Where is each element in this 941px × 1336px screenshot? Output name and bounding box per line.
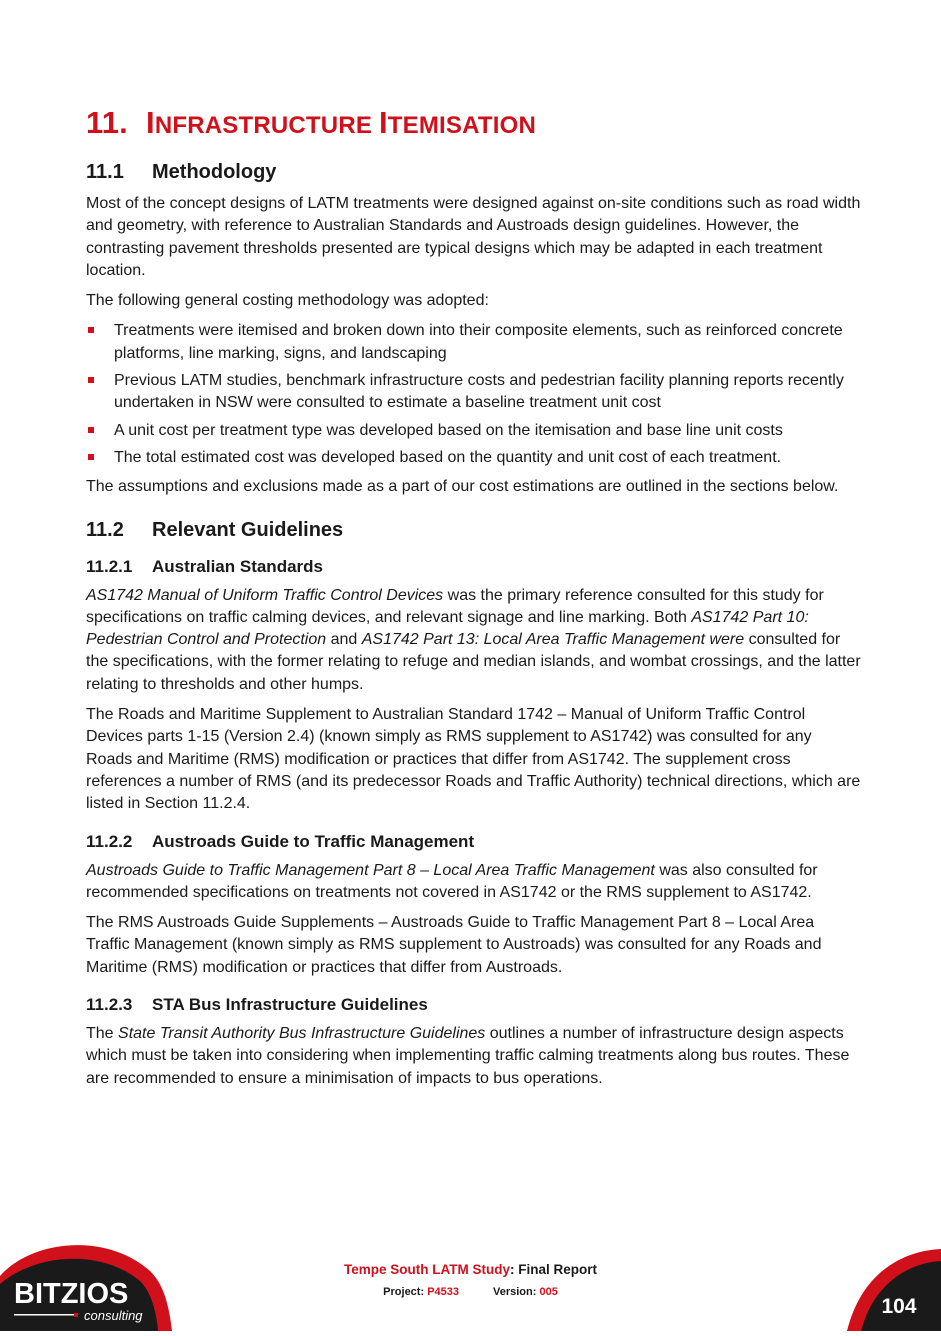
chapter-number: 11.	[86, 105, 128, 140]
bullet-list	[86, 320, 861, 469]
paragraph: Austroads Guide to Traffic Management Part 8 – Local Area Traffic Management was also consulted for recommended specifications on treatments not covered in AS1742 or the RMS supplement to AS1742.	[86, 861, 818, 901]
paragraph: The following general costing methodology was adopted:	[86, 292, 489, 310]
page-number-badge	[841, 1249, 941, 1331]
list-item: The total estimated cost was developed based on the quantity and unit cost of each treatment.	[86, 447, 861, 469]
chapter-heading: 11. INFRASTRUCTURE ITEMISATION	[86, 105, 536, 140]
bullet-icon	[88, 327, 94, 333]
paragraph: The Roads and Maritime Supplement to Australian Standard 1742 – Manual of Uniform Traffic Control Devices parts 1-15 (Version 2.4) (known simply as RMS supplement to AS1742) was consulted for any Roads and Maritime (RMS) modification or practices that differ from AS1742. The supplement cross references a number of RMS (and its predecessor Roads and Traffic Authority) technical directions, which are listed in Section 11.2.4.	[86, 706, 861, 813]
subsection-heading-sta-bus: 11.2.3 STA Bus Infrastructure Guidelines	[86, 995, 428, 1015]
report-meta: Project: P4533 Version: 005	[383, 1286, 558, 1298]
paragraph: Most of the concept designs of LATM treatments were designed against on-site conditions such as road width and geometry, with reference to Australian Standards and Austroads design guidelines. However, the contrasting pavement thresholds presented are typical designs which may be adapted in each treatment location.	[86, 195, 861, 279]
bullet-icon	[88, 377, 94, 383]
footer	[0, 1262, 941, 1298]
paragraph: AS1742 Manual of Uniform Traffic Control Devices was the primary reference consulted for this study for specifications on traffic calming devices, and relevant signage and line marking. Both AS1742 Part 10: Pedestrian Control and Protection and AS1742 Part 13: Local Area Traffic Management were consulted for the specifications, with the former relating to refuge and median islands, and wombat crossings, and the latter relating to thresholds and other humps.	[86, 586, 861, 693]
paragraph: The assumptions and exclusions made as a part of our cost estimations are outlined in the sections below.	[86, 478, 839, 496]
subsection-heading-austroads: 11.2.2 Austroads Guide to Traffic Management	[86, 831, 475, 851]
bullet-icon	[88, 427, 94, 433]
list-item: Previous LATM studies, benchmark infrastructure costs and pedestrian facility planning reports recently undertaken in NSW were consulted to estimate a baseline treatment unit cost	[86, 370, 861, 415]
report-title: Tempe South LATM Study: Final Report	[343, 1262, 597, 1277]
page-content	[86, 104, 861, 1098]
page-corner-icon	[841, 1249, 941, 1331]
section-heading-methodology: 11.1 Methodology	[86, 161, 277, 183]
subsection-heading-australian-standards: 11.2.1 Australian Standards	[86, 556, 323, 576]
list-item: Treatments were itemised and broken down into their composite elements, such as reinforced concrete platforms, line marking, signs, and landscaping	[86, 320, 861, 365]
page-number: 104	[881, 1295, 917, 1318]
paragraph: The State Transit Authority Bus Infrastructure Guidelines outlines a number of infrastructure design aspects which must be taken into considering when implementing traffic calming treatments along bus routes. These are recommended to ensure a minimisation of impacts to bus operations.	[86, 1025, 850, 1087]
logo-text: BITZIOS	[14, 1278, 129, 1310]
paragraph: The RMS Austroads Guide Supplements – Austroads Guide to Traffic Management Part 8 – Local Area Traffic Management (known simply as RMS supplement to Austroads) was consulted for any Roads and Maritime (RMS) modification or practices that differ from Austroads.	[86, 914, 822, 976]
logo-subtext: consulting	[84, 1308, 143, 1323]
bullet-icon	[88, 454, 94, 460]
list-item: A unit cost per treatment type was developed based on the itemisation and base line unit costs	[86, 420, 861, 442]
section-heading-relevant-guidelines: 11.2 Relevant Guidelines	[86, 518, 344, 541]
